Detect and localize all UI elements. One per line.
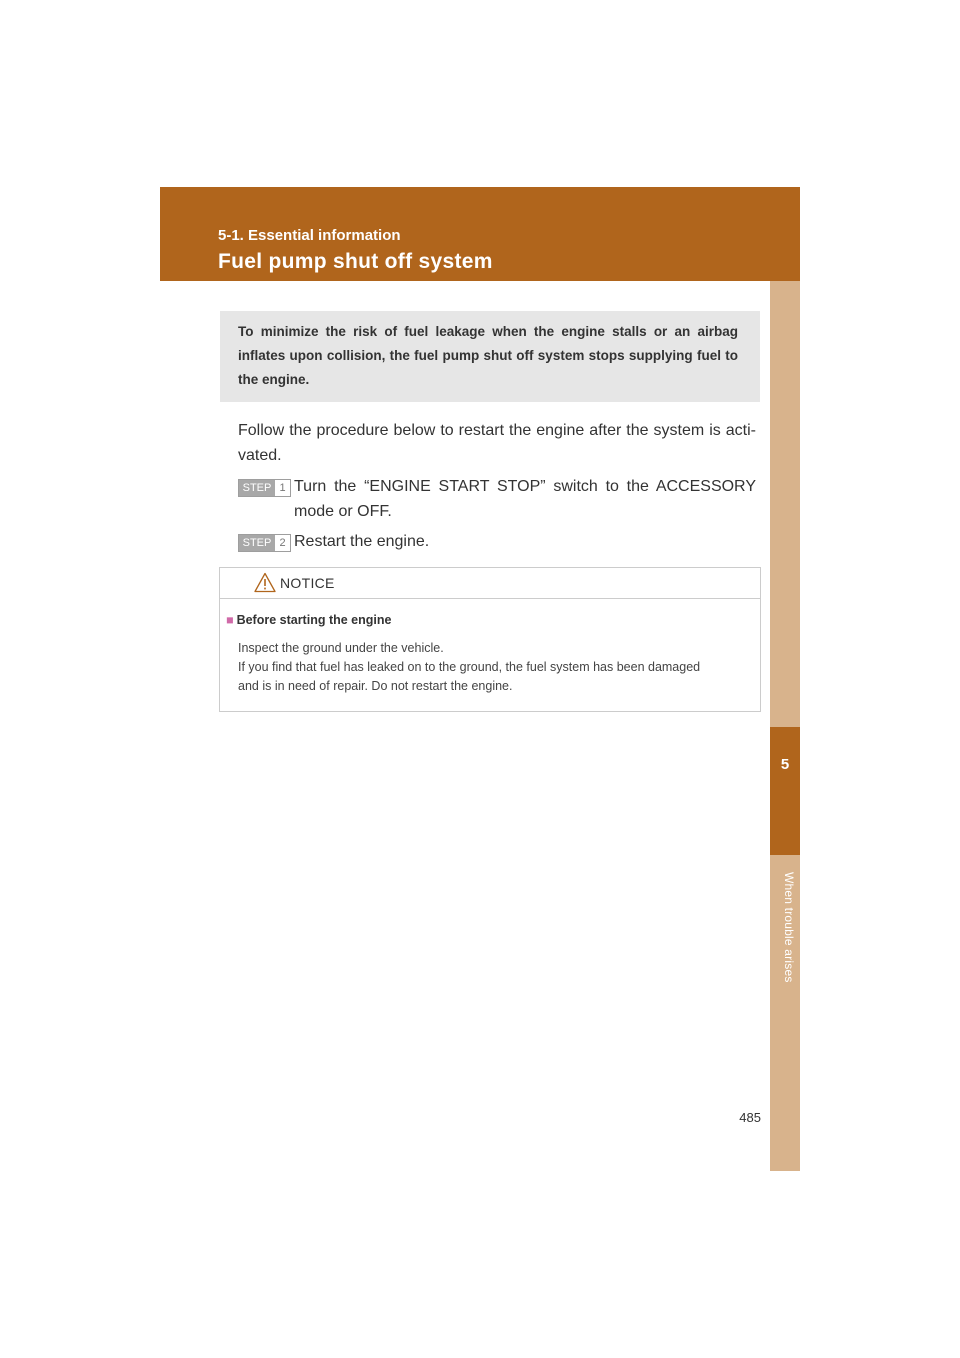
chapter-name: When trouble arises (782, 872, 796, 983)
step-text: Turn the “ENGINE START STOP” switch to the ACCESSORY mode or OFF. (294, 478, 756, 520)
intro-text: To minimize the risk of fuel leakage when the engine stalls or an airbag inflates upon collision, the fuel pump shut off system stops supplying fuel to the engine. (238, 324, 738, 387)
step-badge (238, 534, 291, 552)
step-text: Restart the engine. (294, 533, 430, 550)
notice-title: NOTICE (280, 575, 335, 591)
notice-subheading (226, 613, 391, 627)
body-paragraph: Follow the procedure below to restart the engine after the system is acti-vated. (238, 422, 756, 464)
intro-box (220, 311, 760, 402)
notice-line: If you find that fuel has leaked on to the ground, the fuel system has been damaged (238, 660, 701, 674)
chapter-tab[interactable] (770, 727, 800, 855)
notice-header (220, 568, 760, 599)
header-band (160, 187, 800, 281)
square-bullet-icon: ■ (226, 613, 234, 627)
section-label: 5-1. Essential information (218, 227, 401, 244)
warning-triangle-icon (254, 572, 276, 598)
notice-subheading-text: Before starting the engine (236, 613, 392, 627)
chapter-number: 5 (780, 756, 790, 773)
step-label: STEP (239, 480, 275, 496)
step-number: 1 (279, 482, 286, 494)
step-badge (238, 479, 291, 497)
notice-line: Inspect the ground under the vehicle. (238, 641, 444, 655)
notice-line: and is in need of repair. Do not restart the engine. (238, 679, 513, 693)
page-title: Fuel pump shut off system (218, 250, 493, 273)
page-number: 485 (739, 1110, 761, 1125)
step-number: 2 (279, 537, 286, 549)
notice-box (219, 567, 761, 712)
step-label: STEP (239, 535, 275, 551)
